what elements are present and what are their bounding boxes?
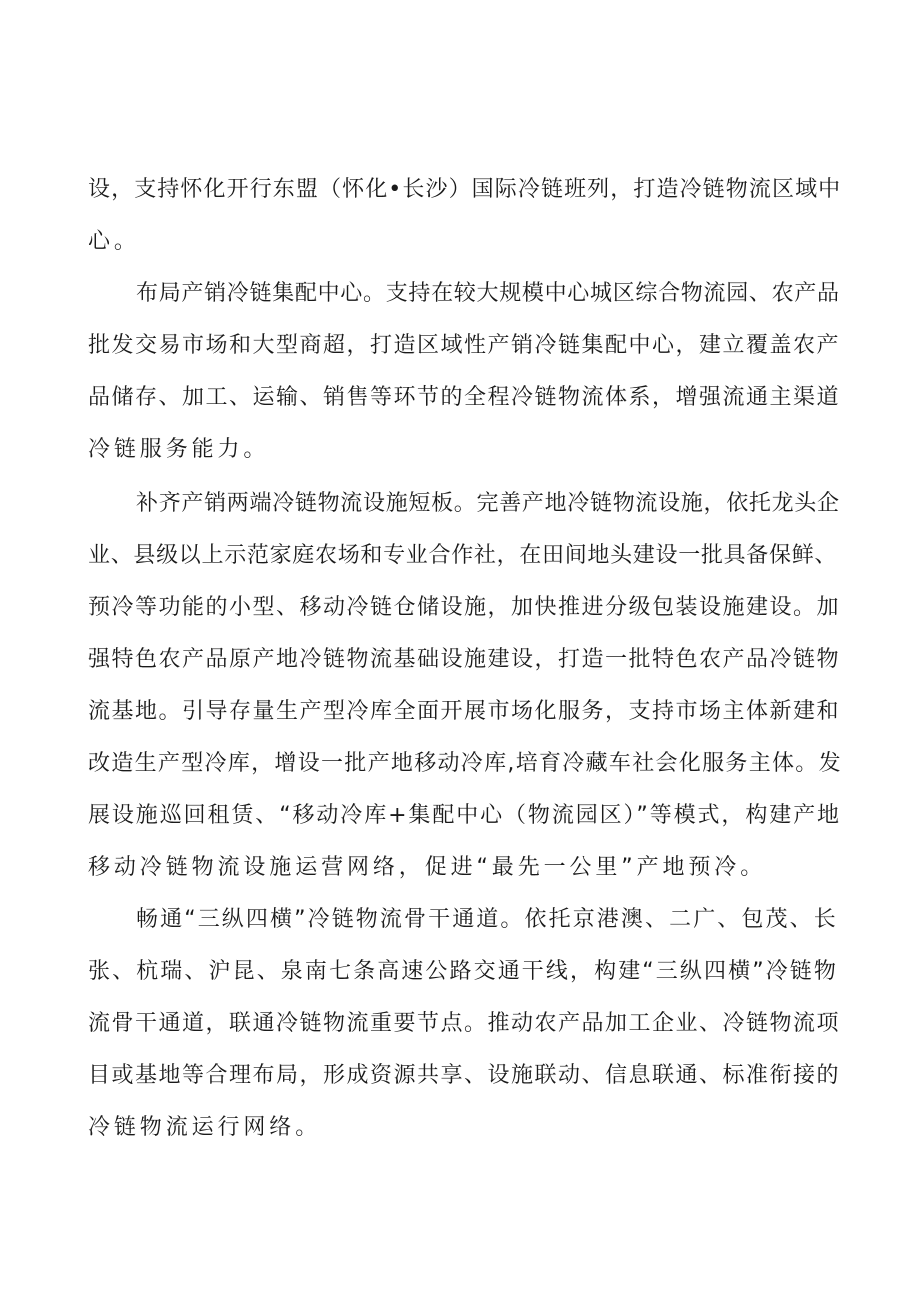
text-line: 预冷等功能的小型、移动冷链仓储设施，加快推进分级包装设施建设。加 <box>88 595 841 620</box>
text-line: 流基地。引导存量生产型冷库全面开展市场化服务，支持市场主体新建和 <box>88 699 841 724</box>
paragraph-first-line: 布局产销冷链集配中心。支持在较大规模中心城区综合物流园、农产品 <box>136 281 840 306</box>
text-line: 强特色农产品原产地冷链物流基础设施建设，打造一批特色农产品冷链物 <box>88 647 841 672</box>
text-line: 冷链物流运行网络。 <box>88 1115 322 1140</box>
text-line: 流骨干通道，联通冷链物流重要节点。推动农产品加工企业、冷链物流项 <box>88 1011 841 1036</box>
text-line: 展设施巡回租赁、“移动冷库+集配中心（物流园区）”等模式，构建产地 <box>88 803 841 828</box>
text-line: 冷链服务能力。 <box>88 437 270 462</box>
text-line: 品储存、加工、运输、销售等环节的全程冷链物流体系，增强流通主渠道 <box>88 385 841 410</box>
paragraph-first-line: 补齐产销两端冷链物流设施短板。完善产地冷链物流设施，依托龙头企 <box>136 491 840 516</box>
paragraph-first-line: 畅通“三纵四横”冷链物流骨干通道。依托京港澳、二广、包茂、长 <box>136 907 838 932</box>
text-line: 改造生产型冷库，增设一批产地移动冷库,培育冷藏车社会化服务主体。发 <box>88 751 842 776</box>
text-line: 设，支持怀化开行东盟（怀化•长沙）国际冷链班列，打造冷链物流区域中 <box>88 177 842 202</box>
text-line: 业、县级以上示范家庭农场和专业合作社，在田间地头建设一批具备保鲜、 <box>88 543 838 568</box>
text-line: 移动冷链物流设施运营网络，促进“最先一公里”产地预冷。 <box>88 855 767 880</box>
text-line: 批发交易市场和大型商超，打造区域性产销冷链集配中心，建立覆盖农产 <box>88 333 841 358</box>
text-line: 目或基地等合理布局，形成资源共享、设施联动、信息联通、标准衔接的 <box>88 1063 841 1088</box>
text-line: 心。 <box>88 229 140 254</box>
text-line: 张、杭瑞、沪昆、泉南七条高速公路交通干线，构建“三纵四横”冷链物 <box>88 959 838 984</box>
